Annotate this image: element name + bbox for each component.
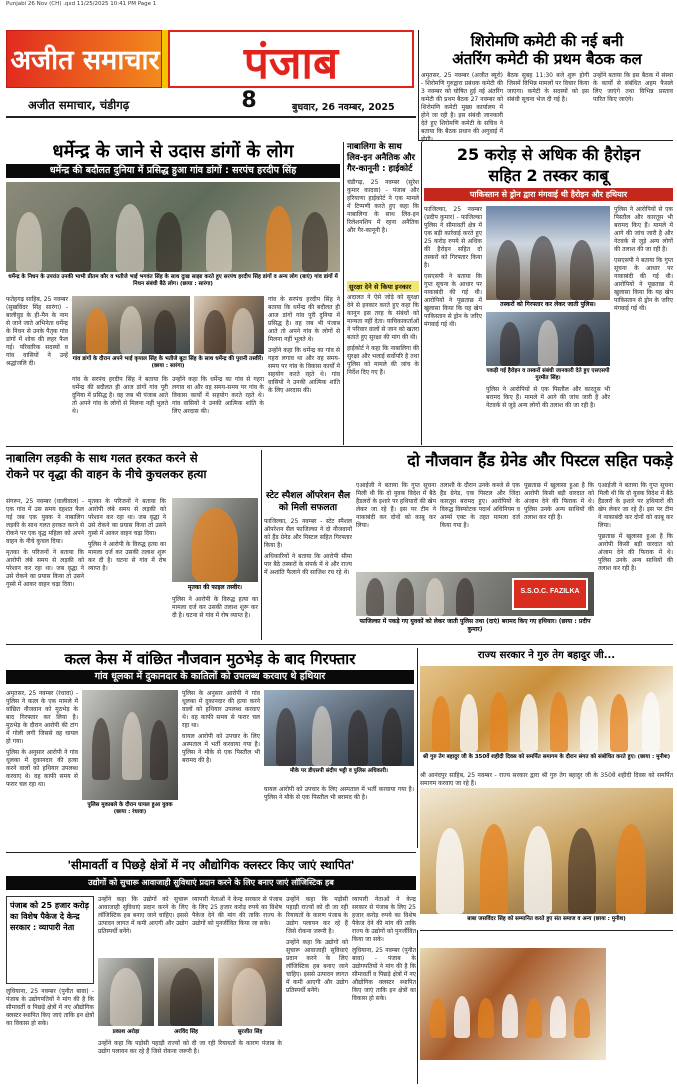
article-kidnap (6, 450, 258, 642)
article-sgpc (421, 32, 673, 135)
sgpc-col-2 (507, 72, 589, 130)
industrial-col-1 (6, 988, 94, 1082)
industrial-photo-caption-3: सुरजीत सिंह (218, 1028, 282, 1036)
article-grenade (264, 450, 673, 642)
sgpc-headline-2: अंतरिंग कमेटी की प्रथम बैठक कल (452, 50, 642, 68)
industrial-para-5: उन्होंने कहा कि पड़ोसी पहाड़ी राज्यों को दी जा रही रियायतों के कारण पंजाब के उद्योग पलायन कर रहे हैं जिसे रोकना जरूरी है। (286, 896, 348, 935)
dharmendra-col-2 (72, 376, 168, 444)
page-number: 8 (241, 88, 257, 113)
encounter-para-3: पुलिस के अनुसार आरोपी ने गांव धूलका में दुकानदार की हत्या करने वालों को हथियार उपलब्ध करवाए थे। वह काफी समय से फरार चल रहा था। (182, 690, 260, 729)
dharmendra-main-photo (6, 182, 340, 272)
edition-line: अजीत समाचार, चंडीगढ़ (28, 98, 130, 112)
industrial-inset-box (6, 896, 94, 984)
guru-tegh-2-caption (420, 1062, 606, 1080)
kidnap-para-3: मृतका के परिजनों ने बताया कि आरोपी लंबे समय से लड़की को परेशान कर रहा था। जब वृद्धा ने उसे रोकने का प्रयास किया तो उसने गुस्से में आकर वाहन चढ़ा दिया। (88, 498, 166, 537)
row-rule-3 (6, 852, 416, 853)
article-guru-tegh (420, 648, 673, 928)
kidnap-para-5: पुलिस ने आरोपी के विरुद्ध हत्या का मामला दर्ज कर उसकी तलाश शुरू कर दी है। घटना से गांव में रोष व्याप्त है। (172, 596, 258, 619)
kidnap-col-3 (172, 596, 258, 642)
sgpc-bottom-rule (418, 140, 673, 141)
sgpc-para-3: उन्होंने बताया कि इस बैठक में संस्था के कार्यों से संबंधित अहम फैसले लिए जाएंगे तथा विभिन्न प्रस्ताव पारित किए जाएंगे। (593, 72, 673, 103)
kidnap-headline-1: नाबालिग लड़की के साथ गलत हरकत करने से (6, 451, 198, 465)
dharmendra-col-4 (268, 296, 340, 444)
dharmendra-para-4: गांव के सरपंच हरदीप सिंह ने बताया कि धर्मेन्द्र की बदौलत ही आज डांगों गांव पूरी दुनिया में प्रसिद्ध है। वह जब भी पंजाब आते तो अपने गांव के लोगों से मिलना नहीं भूलते थे। (268, 296, 340, 343)
industrial-col-6 (352, 896, 416, 1082)
industrial-para-6: उन्होंने कहा कि उद्योगों को सुचारू आवाजाही सुविधाएं प्रदान करने के लिए लॉजिस्टिक हब बनाए जाने चाहिए। इससे उत्पादन लागत में कमी आएगी और उद्योग प्रतिस्पर्धी बनेंगे। (286, 939, 348, 994)
dharmendra-para-5: उन्होंने कहा कि धर्मेन्द्र का गांव से गहरा लगाव था और वह समय-समय पर गांव के विकास कार्यों में सहयोग करते रहते थे। गांव वासियों ने उनकी आत्मिक शांति के लिए अरदास की। (268, 347, 340, 394)
dharmendra-inset-caption-1: गांव डांगों के दौरान अपने भाई कृपाल सिंह के भतीजे बूटा सिंह के साथ धर्मेन्द्र की पुरानी तस्वीरें। (छाया : सारंगा) (72, 356, 264, 372)
grenade-para-2: तलाशी के दौरान उनके कब्जे से एक हैंड ग्रेनेड, एक पिस्टल और जिंदा कारतूस बरामद हुए। आरोपियों के विरुद्ध विस्फोटक पदार्थ अधिनियम व आर्म्स एक्ट के तहत मामला दर्ज किया गया है। (440, 482, 520, 529)
kidnap-para-2: मृतका के परिजनों ने बताया कि आरोपी लंबे समय से लड़की को परेशान कर रहा था। जब वृद्धा ने उसे रोकने का प्रयास किया तो उसने गुस्से में आकर वाहन चढ़ा दिया। (6, 549, 84, 588)
industrial-headline: 'सीमावर्ती व पिछड़े क्षेत्रों में नए औद्योगिक क्लस्टर किए जाएं स्थापित' (67, 858, 355, 872)
article-heroin (424, 144, 673, 444)
heroin-subhead: पाकिस्तान से ड्रोन द्वारा मंगवाई थी हैरोइन और हथियार (424, 188, 673, 201)
industrial-inset-heading: पंजाब को 25 हजार करोड़ का विशेष पैकेज दे केन्द्र सरकार : व्यापारी नेता (10, 901, 89, 932)
state-special-rule (261, 450, 262, 640)
scan-header: Punjabi 26 Nov (CH) .qxd 11/25/2025 10:41 PM Page 1 (6, 1, 157, 7)
heroin-col-3 (614, 206, 673, 444)
dharmendra-headline: धर्मेन्द्र के जाने से उदास डांगों के लोग (52, 141, 294, 162)
industrial-col-3 (192, 896, 282, 954)
article-minor-case (347, 142, 419, 444)
grenade-col-3 (524, 482, 594, 568)
guru-tegh-caption-1: श्री गुरु तेग बहादुर जी के 350वें शहीदी दिवस को समर्पित समागम के दौरान संगत को संबोधित करते हुए। (छाया : मुनीश) (420, 754, 673, 770)
state-special-headline: स्टेट स्पैशल ऑपरेशन सैल को मिली सफलता (265, 491, 351, 513)
grenade-sign-text: S.S.O.C. FAZILKA (520, 588, 580, 595)
grenade-para-3: पूछताछ में खुलासा हुआ है कि आरोपी किसी बड़ी वारदात को अंजाम देने की फिराक में थे। पुलिस उनके अन्य साथियों की तलाश कर रही है। (524, 482, 594, 521)
masthead-brand-box (6, 30, 162, 88)
industrial-photo-caption-1: प्रकाश अरोड़ा (98, 1028, 154, 1036)
sgpc-para-2: बैठक सुबह 11:30 बजे शुरू होगी जिसमें विभिन्न मामलों पर विचार किया जाएगा। कमेटी के सदस्यों को इस संबंधी सूचना भेज दी गई है। (507, 72, 589, 103)
heroin-headline-1: 25 करोड़ से अधिक की हैरोइन (456, 145, 641, 164)
guru-tegh-2-col (610, 948, 673, 1082)
dharmendra-main-caption: धर्मेन्द्र के निधन के उपरांत उनकी भाभी प्रीतम कौर व भतीजे भाई भगवंत सिंह के साथ दुःख साझा करते हुए सरपंच हरदीप सिंह डांगों व अन्य लोग (बाएं) गांव डांगों में निधन संबंधी बैठे लोग। (छाया : सारंगा) (6, 274, 340, 292)
minor-case-para-2: अदालत ने ऐसे जोड़े को सुरक्षा देने से इनकार करते हुए कहा कि कानून इस तरह के संबंधों को मान्यता नहीं देता। याचिकाकर्ताओं ने परिवार वालों से जान को खतरा बताते हुए सुरक्षा की मांग की थी। (347, 294, 419, 341)
sgpc-para-1: अमृतसर, 25 नवम्बर (अजीत ब्यूरो) - शिरोमणि गुरुद्वारा प्रबंधक कमेटी की 3 नवम्बर को घोषित हुई नई अंतरिंग कमेटी की प्रथम बैठक 27 नवम्बर को शिरोमणि कमेटी मुख्य कार्यालय में होने जा रही है। इस संबंधी जानकारी देते हुए शिरोमणि कमेटी के सचिव ने बताया कि बैठक प्रधान की अगुवाई में (421, 72, 503, 135)
minor-case-para-1: चंडीगढ़, 25 नवम्बर (सुरेश कुमार कादवा) - पंजाब और हरियाणा हाईकोर्ट ने एक मामले में टिप्पणी करते हुए कहा कि नाबालिगा के साथ लिव-इन रिलेशनशिप में रहना अनैतिक और गैर-कानूनी है। (347, 179, 419, 234)
heroin-main-caption: तस्करों को गिरफ्तार कर लेकर जाती पुलिस। (486, 301, 610, 310)
row-rule-2 (6, 644, 673, 645)
dharmendra-inset-photo-1 (72, 296, 190, 354)
industrial-col-5 (286, 896, 348, 1082)
dharmendra-para-2: गांव के सरपंच हरदीप सिंह ने बताया कि धर्मेन्द्र की बदौलत ही आज डांगों गांव पूरी दुनिया में प्रसिद्ध है। वह जब भी पंजाब आते तो अपने गांव के लोगों से मिलना नहीं भूलते थे। (72, 376, 168, 415)
grenade-col-1 (356, 482, 436, 568)
masthead (6, 30, 414, 116)
heroin-para-3: पुलिस ने आरोपियों से एक पिस्तौल और कारतूस भी बरामद किए हैं। मामले में आगे की जांच जारी है और नेटवर्क से जुड़े अन्य लोगों की तलाश की जा रही है। (486, 386, 610, 409)
dharmendra-para-1: फतेहगढ़ साहिब, 25 नवम्बर (सुखविंदर सिंह सारंगा) - बालीवुड के ही-मैन के नाम से जाने जाते अभिनेता धर्मेन्द्र के निधन से उनके पैतृक गांव डांगों में शोक की लहर फैल गई। परिवारिक सदस्यों व गांव वासियों ने उन्हें श्रद्धांजलि दी। (6, 296, 68, 367)
guru-tegh-caption-2: बाबा जसविंदर सिंह को सम्मानित करते हुए संत समाज व अन्य (छाया : मुनीश) (420, 916, 673, 928)
encounter-inset-caption: मौके पर डीएसपी संदीप भट्टी व पुलिस अधिकारी। (264, 768, 414, 784)
kidnap-photo-caption: मृतका की फाइल तस्वीर। (172, 584, 258, 593)
industrial-para-3: व्यापारी नेताओं ने केन्द्र सरकार से पंजाब के लिए 25 हजार करोड़ रुपये का विशेष पैकेज देने की मांग की ताकि राज्य के उद्योगों को पुनर्जीवित किया जा सके। (192, 896, 282, 927)
guru2-rule-top (420, 930, 673, 931)
encounter-subhead: गांव धूलका में दुकानदार के कातिलों को उपलब्ध करवाए थे हथियार (6, 670, 414, 684)
sgpc-rule (418, 30, 419, 140)
grenade-para-4: एआईजी ने बताया कि गुप्त सूचना मिली थी कि दो युवक विदेश में बैठे हैंडलरों के इशारे पर हथियारों की खेप लेकर जा रहे हैं। इस पर टीम ने नाकाबंदी कर दोनों को काबू कर लिया। (598, 482, 673, 529)
industrial-photo-3 (218, 958, 282, 1026)
kidnap-col-2 (88, 498, 166, 642)
industrial-col-2 (98, 896, 188, 954)
guru-tegh-photo-2 (420, 788, 673, 914)
kidnap-para-1: संगरूर, 25 नवम्बर (धालीवाल) - एक गांव में उस समय दहशत फैल गई जब एक युवक ने नाबालिग लड़की के साथ गलत हरकत करने से रोकने पर एक वृद्ध महिला को अपने वाहन के नीचे कुचल दिया। (6, 498, 84, 545)
kidnap-col-1 (6, 498, 84, 642)
encounter-para-2: पुलिस के अनुसार आरोपी ने गांव धूलका में दुकानदार की हत्या करने वालों को हथियार उपलब्ध करवाए थे। वह काफी समय से फरार चल रहा था। (6, 749, 78, 788)
dharmendra-subhead: धर्मेन्द्र की बदौलत दुनिया में प्रसिद्ध हुआ गांव डांगों : सरपंच हरदीप सिंह (6, 164, 340, 178)
industrial-para-4: उन्होंने कहा कि पड़ोसी पहाड़ी राज्यों को दी जा रही रियायतों के कारण पंजाब के उद्योग पलायन कर रहे हैं जिसे रोकना जरूरी है। (98, 1040, 282, 1055)
minor-case-col-1 (347, 179, 419, 279)
article-encounter (6, 648, 414, 848)
dharmendra-para-3: उन्होंने कहा कि धर्मेन्द्र का गांव से गहरा लगाव था और वह समय-समय पर गांव के विकास कार्यों में सहयोग करते रहते थे। गांव वासियों ने उनकी आत्मिक शांति के लिए अरदास की। (172, 376, 264, 415)
heroin-para-4: पुलिस ने आरोपियों से एक पिस्तौल और कारतूस भी बरामद किए हैं। मामले में आगे की जांच जारी है और नेटवर्क से जुड़े अन्य लोगों की तलाश की जा रही है। (614, 206, 673, 253)
heroin-col-1 (424, 206, 482, 444)
masthead-brand-text: अजीत समाचार (10, 45, 160, 76)
industrial-photo-caption-2: अरविंद सिंह (158, 1028, 214, 1036)
date-line: बुधवार, 26 नवम्बर, 2025 (292, 102, 395, 113)
industrial-para-2: उन्होंने कहा कि उद्योगों को सुचारू आवाजाही सुविधाएं प्रदान करने के लिए लॉजिस्टिक हब बनाए जाने चाहिए। इससे उत्पादन लागत में कमी आएगी और उद्योग प्रतिस्पर्धी बनेंगे। (98, 896, 188, 935)
guru-rule-left (417, 648, 418, 848)
masthead-yellow-bar (162, 30, 168, 88)
state-special-para-2: अधिकारियों ने बताया कि आरोपी सीमा पार बैठे तस्करों के संपर्क में थे और राज्य में अशांति फैलाने की साजिश रच रहे थे। (264, 553, 352, 576)
dharmendra-inset-photo-2 (194, 296, 264, 354)
grenade-col-2 (440, 482, 520, 568)
grenade-para-5: पूछताछ में खुलासा हुआ है कि आरोपी किसी बड़ी वारदात को अंजाम देने की फिराक में थे। पुलिस उनके अन्य साथियों की तलाश कर रही है। (598, 533, 673, 572)
kidnap-para-4: पुलिस ने आरोपी के विरुद्ध हत्या का मामला दर्ज कर उसकी तलाश शुरू कर दी है। घटना से गांव में रोष व्याप्त है। (88, 541, 166, 572)
guru-tegh-photo-1 (420, 666, 673, 752)
article-guru-tegh-2 (420, 932, 673, 1084)
grenade-photo (356, 572, 594, 616)
masthead-section-box (168, 30, 414, 88)
industrial-para-7: व्यापारी नेताओं ने केन्द्र सरकार से पंजाब के लिए 25 हजार करोड़ रुपये का विशेष पैकेज देने की मांग की ताकि राज्य के उद्योगों को पुनर्जीवित किया जा सके। (352, 896, 416, 943)
minor-case-col-2 (347, 294, 419, 434)
grenade-col-4 (598, 482, 673, 642)
heroin-main-photo (486, 206, 610, 300)
grenade-photo-caption: फाजिल्का में पकड़े गए युवकों को लेकर जाती पुलिस तथा (दाएं) बरामद किए गए हथियार। (छाया : प्रदीप कुमार) (356, 618, 594, 636)
state-special-para-1: फाजिल्का, 25 नवम्बर - स्टेट स्पैशल ऑपरेशन सैल फाजिल्का ने दो नौजवानों को हैंड ग्रेनेड और पिस्टल सहित गिरफ्तार किया है। (264, 518, 352, 549)
minor-case-highlight: सुरक्षा देने से किया इनकार (347, 281, 419, 292)
encounter-col-3 (264, 786, 414, 848)
grenade-para-1: एआईजी ने बताया कि गुप्त सूचना मिली थी कि दो युवक विदेश में बैठे हैंडलरों के इशारे पर हथियारों की खेप लेकर जा रहे हैं। इस पर टीम ने नाकाबंदी कर दोनों को काबू कर लिया। (356, 482, 436, 529)
heroin-inset-photo (486, 312, 610, 366)
guru-tegh-2-photo (420, 948, 606, 1060)
industrial-para-8: लुधियाना, 25 नवम्बर (पुनीत बावा) - पंजाब के उद्योगपतियों ने मांग की है कि सीमावर्ती व पिछड़े क्षेत्रों में नए औद्योगिक क्लस्टर स्थापित किए जाएं ताकि इन क्षेत्रों का विकास हो सके। (352, 947, 416, 1002)
encounter-headline: कत्ल केस में वांछित नौजवान मुठभेड़ के बाद गिरफ्तार (64, 650, 356, 668)
row-rule-1 (6, 446, 673, 447)
minor-case-rule-left (343, 142, 344, 445)
heroin-para-5: एसएसपी ने बताया कि गुप्त सूचना के आधार पर नाकाबंदी की गई थी। आरोपियों ने पूछताछ में खुलासा किया कि यह खेप पाकिस्तान से ड्रोन के जरिए मंगवाई गई थी। (614, 257, 673, 312)
sgpc-col-3 (593, 72, 673, 130)
encounter-main-caption: पुलिस मुकाबले के दौरान घायल हुआ युवक (छाया : रंधावा) (82, 802, 178, 818)
grenade-sign (512, 578, 588, 610)
encounter-main-photo (82, 690, 178, 800)
guru-tegh-para-1: श्री आनंदपुर साहिब, 25 नवम्बर - राज्य सरकार द्वारा श्री गुरु तेग बहादुर जी के 350वें शहीदी दिवस को समर्पित समागम करवाए जा रहे हैं। (420, 772, 673, 787)
industrial-para-1: लुधियाना, 25 नवम्बर (पुनीत बावा) - पंजाब के उद्योगपतियों ने मांग की है कि सीमावर्ती व पिछड़े क्षेत्रों में नए औद्योगिक क्लस्टर स्थापित किए जाएं ताकि इन क्षेत्रों का विकास हो सके। (6, 988, 94, 1027)
guru-tegh-col (420, 772, 673, 786)
industrial-photo-2 (158, 958, 214, 1026)
encounter-inset-photo (264, 690, 414, 766)
encounter-para-5: घायल आरोपी को उपचार के लिए अस्पताल में भर्ती करवाया गया है। पुलिस ने मौके से एक पिस्तौल भी बरामद की है। (264, 786, 414, 801)
encounter-para-1: अमृतसर, 25 नवम्बर (रंधावा) - पुलिस ने कत्ल के एक मामले में वांछित नौजवान को मुठभेड़ के बाद गिरफ्तार कर लिया है। मुठभेड़ के दौरान आरोपी की टांग में गोली लगी जिससे वह घायल हो गया। (6, 690, 78, 745)
industrial-subhead: उद्योगों को सुचारू आवाजाही सुविधाएं प्रदान करने के लिए बनाए जाएं लॉजिस्टिक हब (6, 876, 416, 890)
sgpc-col-1 (421, 72, 503, 135)
industrial-photo-1 (98, 958, 154, 1026)
kidnap-headline-2: रोकने पर वृद्धा की वाहन के नीचे कुचलकर हत्या (6, 467, 207, 481)
minor-case-para-3: हाईकोर्ट ने कहा कि नाबालिगा की सुरक्षा और भलाई सर्वोपरि है तथा पुलिस को मामले की जांच के निर्देश दिए गए हैं। (347, 345, 419, 376)
heroin-col-2 (486, 386, 610, 444)
guru-tegh-headline: राज्य सरकार ने गुरु तेग बहादुर जी... (477, 650, 616, 661)
heroin-para-1: फाजिल्का, 25 नवम्बर (प्रदीप कुमार) - फाजिल्का पुलिस ने सीमावर्ती क्षेत्र में एक बड़ी कार्रवाई करते हुए 25 करोड़ रुपये से अधिक की हैरोइन सहित दो तस्करों को गिरफ्तार किया है। (424, 206, 482, 269)
article-industrial (6, 856, 416, 1084)
encounter-col-2 (182, 690, 260, 848)
sgpc-headline-1: शिरोमणि कमेटी की नई बनी (470, 32, 624, 50)
encounter-para-4: घायल आरोपी को उपचार के लिए अस्पताल में भर्ती करवाया गया है। पुलिस ने मौके से एक पिस्तौल भी बरामद की है। (182, 733, 260, 764)
heroin-para-2: एसएसपी ने बताया कि गुप्त सूचना के आधार पर नाकाबंदी की गई थी। आरोपियों ने पूछताछ में खुलासा किया कि यह खेप पाकिस्तान से ड्रोन के जरिए मंगवाई गई थी। (424, 273, 482, 328)
heroin-headline-2: सहित 2 तस्कर काबू (488, 166, 609, 185)
guru2-rule-left (417, 930, 418, 1084)
heroin-rule-left (421, 142, 422, 445)
encounter-col-1 (6, 690, 78, 848)
industrial-col-4 (98, 1040, 282, 1082)
heroin-inset-caption: पकड़ी गई हैरोइन व तस्करों संबंधी जानकारी देते हुए एसएसपी गुरमीत सिंह। (486, 368, 610, 384)
dharmendra-col-1 (6, 296, 68, 444)
dharmendra-col-3 (172, 376, 264, 444)
article-dharmendra (6, 140, 340, 445)
kidnap-photo (172, 498, 258, 582)
grenade-headline: दो नौजवान हैंड ग्रेनेड और पिस्टल सहित पकड़े (407, 451, 673, 470)
minor-case-headline: नाबालिगा के साथ लिव-इन अनैतिक और गैर-कानूनी : हाईकोर्ट (347, 142, 415, 174)
masthead-section-text: पंजाब (243, 38, 339, 89)
masthead-rule (6, 116, 416, 118)
